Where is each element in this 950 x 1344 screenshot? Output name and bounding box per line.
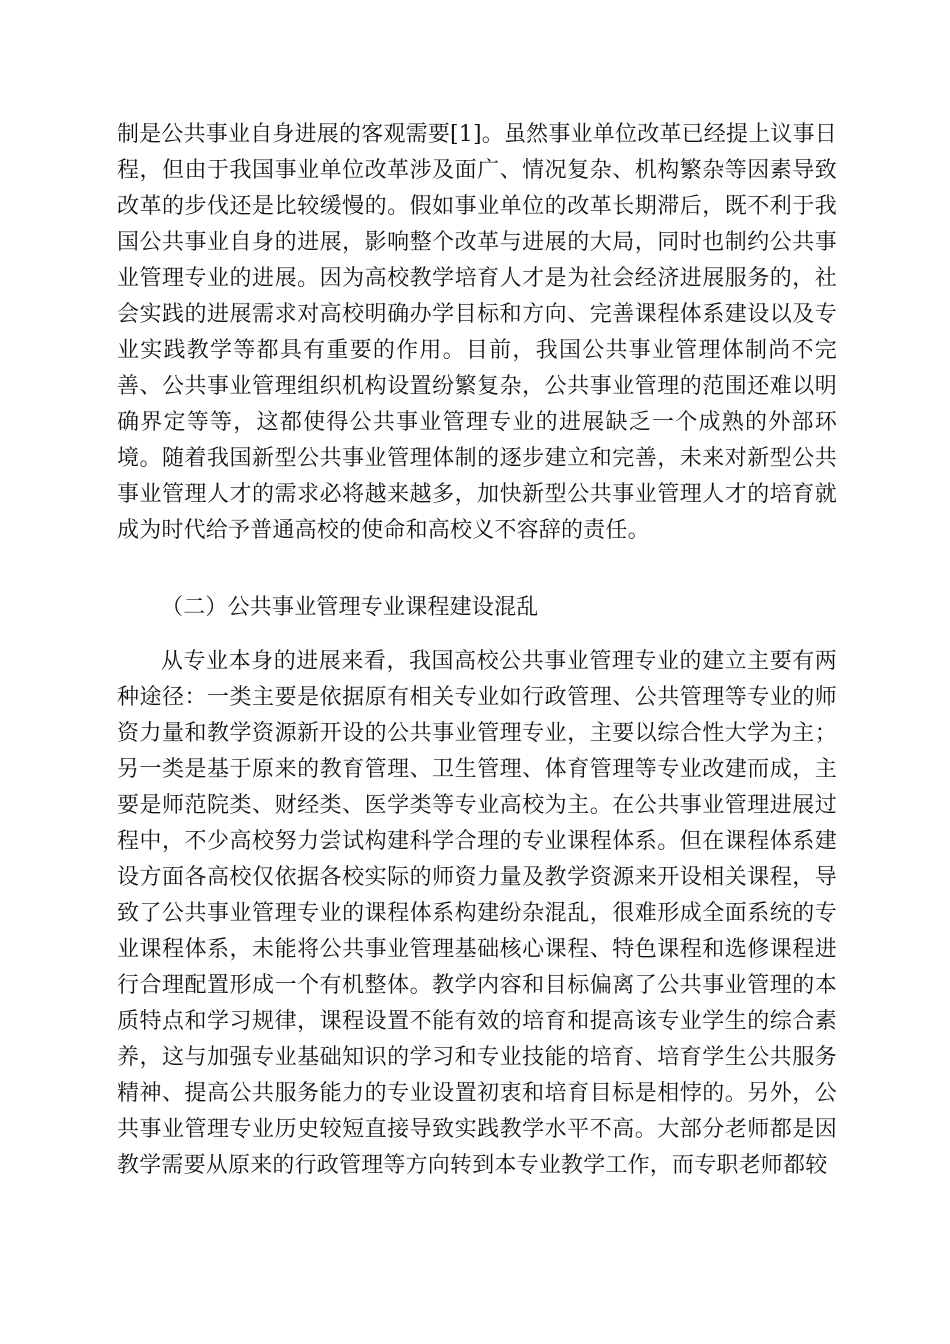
paragraph-course-construction: 从专业本身的进展来看，我国高校公共事业管理专业的建立主要有两种途径：一类主要是依据原有相关专业如行政管理、公共管理等专业的师资力量和教学资源新开设的公共事业管理专业，主要以综合性大学为主；另一类是基于原来的教育管理、卫生管理、体育管理等专业改建而成，主要是师范院类、财经类、医学类等专业高校为主。在公共事业管理进展过程中，不少高校努力尝试构建科学合理的专业课程体系。但在课程体系建设方面各高校仅依据各校实际的师资力量及教学资源来开设相关课程，导致了公共事业管理专业的课程体系构建纷杂混乱，很难形成全面系统的专业课程体系，未能将公共事业管理基础核心课程、特色课程和选修课程进行合理配置形成一个有机整体。教学内容和目标偏离了公共事业管理的本质特点和学习规律，课程设置不能有效的培育和提高该专业学生的综合素养，这与加强专业基础知识的学习和专业技能的培育、培育学生公共服务精神、提高公共服务能力的专业设置初衷和培育目标是相悖的。另外，公共事业管理专业历史较短直接导致实践教学水平不高。大部分老师都是因教学需要从原来的行政管理等方向转到本专业教学工作，而专职老师都较 [117, 649, 837, 1178]
body-text-top [117, 117, 837, 549]
paragraph-continuation: 制是公共事业自身进展的客观需要[1]。虽然事业单位改革已经提上议事日程，但由于我国事业单位改革涉及面广、情况复杂、机构繁杂等因素导致改革的步伐还是比较缓慢的。假如事业单位的改革长期滞后，既不利于我国公共事业自身的进展，影响整个改革与进展的大局，同时也制约公共事业管理专业的进展。因为高校教学培育人才是为社会经济进展服务的，社会实践的进展需求对高校明确办学目标和方向、完善课程体系建设以及专业实践教学等都具有重要的作用。目前，我国公共事业管理体制尚不完善、公共事业管理组织机构设置纷繁复杂，公共事业管理的范围还难以明确界定等等，这都使得公共事业管理专业的进展缺乏一个成熟的外部环境。随着我国新型公共事业管理体制的逐步建立和完善，未来对新型公共事业管理人才的需求必将越来越多，加快新型公共事业管理人才的培育就成为时代给予普通高校的使命和高校义不容辞的责任。 [117, 122, 837, 543]
section-heading: （二）公共事业管理专业课程建设混乱 [161, 595, 539, 620]
body-text-bottom [117, 644, 837, 1184]
section-heading-block [117, 590, 837, 626]
